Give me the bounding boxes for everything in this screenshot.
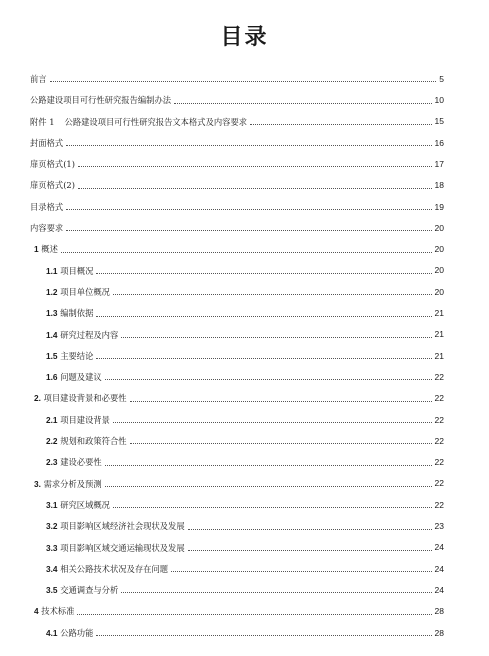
dot-leader [66, 230, 431, 231]
toc-entry[interactable] [30, 232, 444, 253]
toc-page-number: 20 [434, 265, 444, 276]
toc-entry-text: 主要结论 [60, 350, 94, 361]
dot-leader [121, 337, 431, 338]
toc-entry[interactable] [30, 488, 444, 509]
toc-entry-text: 研究区域概况 [60, 499, 110, 510]
toc-page-number: 5 [439, 73, 444, 84]
toc-entry-text: 扉页格式(1) [30, 159, 75, 170]
toc-page-number: 21 [434, 350, 444, 361]
toc-entry-label [34, 245, 58, 253]
toc-entry-label [30, 203, 63, 211]
toc-entry-label [46, 352, 93, 360]
toc-entry-number: 4 [34, 606, 39, 617]
toc-entry-number: 1.2 [46, 286, 58, 297]
dot-leader [77, 614, 431, 615]
toc-entry-text: 公路功能 [60, 627, 94, 638]
toc-page-number: 15 [434, 116, 444, 127]
toc-entry-label [46, 416, 110, 424]
toc-entry[interactable] [30, 360, 444, 381]
dot-leader [121, 592, 431, 593]
toc-entry-text: 建设必要性 [60, 457, 102, 468]
toc-entry-label [30, 75, 47, 83]
toc-page-number: 22 [434, 393, 444, 404]
toc-entry[interactable] [30, 445, 444, 466]
toc-entry-label [46, 458, 102, 466]
toc-entry-text: 相关公路技术状况及存在问题 [60, 563, 169, 574]
dot-leader [250, 124, 431, 125]
toc-entry[interactable] [30, 62, 444, 83]
toc-entry[interactable] [30, 147, 444, 168]
toc-page-number: 20 [434, 244, 444, 255]
toc-entry-text: 项目影响区域经济社会现状及发展 [60, 521, 185, 532]
toc-entry-text: 项目概况 [60, 265, 94, 276]
toc-entry[interactable] [30, 339, 444, 360]
toc-page-number: 28 [434, 627, 444, 638]
toc-entry-number: 附件 1 [30, 116, 55, 127]
toc-entry-label [46, 501, 110, 509]
toc-page-number: 22 [434, 457, 444, 468]
toc-page-number: 22 [434, 371, 444, 382]
toc-entry-number: 1.6 [46, 372, 58, 383]
toc-entry-text: 概述 [41, 244, 58, 255]
toc-entry-label [46, 629, 93, 637]
toc-page-number: 22 [434, 478, 444, 489]
dot-leader [113, 294, 432, 295]
toc-entry-number: 3.3 [46, 542, 58, 553]
toc-entry-label [34, 480, 102, 488]
dot-leader [113, 422, 432, 423]
toc-entry-text: 交通调查与分析 [60, 585, 119, 596]
toc-entry-label [46, 586, 118, 594]
toc-entry[interactable] [30, 83, 444, 104]
toc-entry[interactable] [30, 573, 444, 594]
toc-entry-text: 技术标准 [41, 606, 75, 617]
toc-entry-text: 规划和政策符合性 [60, 436, 127, 447]
dot-leader [50, 81, 437, 82]
toc-page-number: 24 [434, 584, 444, 595]
dot-leader [61, 252, 432, 253]
toc-entry[interactable] [30, 126, 444, 147]
toc-entry[interactable] [30, 467, 444, 488]
toc-entry[interactable] [30, 616, 444, 637]
toc-page-number: 16 [434, 137, 444, 148]
toc-page-number: 19 [434, 201, 444, 212]
toc-entry-number: 1.4 [46, 329, 58, 340]
page-title: 目录 [220, 25, 269, 50]
toc-entry-label [46, 267, 93, 275]
dot-leader [105, 465, 432, 466]
toc-entry-label [46, 544, 185, 552]
dot-leader [96, 316, 431, 317]
toc-page-number: 24 [434, 563, 444, 574]
toc-entry[interactable] [30, 424, 444, 445]
toc-entry-text: 项目建设背景和必要性 [43, 393, 127, 404]
toc-entry-text: 问题及建议 [60, 372, 102, 383]
toc-entry-label [30, 118, 247, 126]
toc-entry-text: 项目单位概况 [60, 286, 110, 297]
toc-page-number: 21 [434, 308, 444, 319]
dot-leader [174, 103, 431, 104]
toc-entry[interactable] [30, 403, 444, 424]
toc-entry[interactable] [30, 275, 444, 296]
toc-entry-number: 3.2 [46, 521, 58, 532]
toc-entry-number: 2.1 [46, 414, 58, 425]
toc-page-number: 21 [434, 329, 444, 340]
toc-entry-number: 2. [34, 393, 41, 404]
dot-leader [188, 529, 432, 530]
toc-entry-label [46, 565, 168, 573]
dot-leader [130, 401, 432, 402]
toc-entry[interactable] [30, 296, 444, 317]
dot-leader [96, 635, 431, 636]
toc-entry-number: 3.4 [46, 563, 58, 574]
toc-entry-text: 研究过程及内容 [60, 329, 119, 340]
toc-page-number: 18 [434, 180, 444, 191]
toc-entry-label [46, 331, 118, 339]
toc-page-number: 28 [434, 606, 444, 617]
toc-entry-label [46, 373, 102, 381]
toc-entry-label [30, 139, 63, 147]
toc-page-number: 20 [434, 286, 444, 297]
toc-entry-label [34, 607, 74, 615]
toc-entry[interactable] [30, 168, 444, 189]
dot-leader [78, 188, 432, 189]
toc-page-number: 17 [434, 158, 444, 169]
toc-page-number: 23 [434, 521, 444, 532]
toc-entry-text: 项目建设背景 [60, 414, 110, 425]
dot-leader [78, 166, 432, 167]
toc-entry-label [46, 309, 93, 317]
toc-entry-number: 2.2 [46, 436, 58, 447]
toc-page-number: 10 [434, 95, 444, 106]
toc-entry-text: 需求分析及预测 [43, 478, 102, 489]
toc-entry-text: 公路建设项目可行性研究报告编制办法 [30, 95, 172, 106]
toc-entry-label [30, 96, 171, 104]
toc-entry-text: 内容要求 [30, 223, 64, 234]
toc-entry-label [30, 181, 75, 189]
toc-page-number: 22 [434, 499, 444, 510]
toc-entry[interactable] [30, 552, 444, 573]
toc-entry[interactable] [30, 105, 444, 126]
toc-entry-text: 编制依据 [60, 308, 94, 319]
toc-entry-number: 1 [34, 244, 39, 255]
toc-entry[interactable] [30, 381, 444, 402]
toc-entry-text: 目录格式 [30, 201, 64, 212]
toc-entry[interactable] [30, 318, 444, 339]
toc-entry-label [46, 288, 110, 296]
toc-page-number: 24 [434, 542, 444, 553]
toc-entry-text: 公路建设项目可行性研究报告文本格式及内容要求 [64, 116, 248, 127]
toc-entry[interactable] [30, 509, 444, 530]
toc-entry[interactable] [30, 190, 444, 211]
toc-entry[interactable] [30, 254, 444, 275]
toc-entry-number: 1.3 [46, 308, 58, 319]
toc-entry-number: 3.5 [46, 585, 58, 596]
toc-entry-text: 项目影响区域交通运输现状及发展 [60, 542, 185, 553]
toc-entry-text: 扉页格式(2) [30, 180, 75, 191]
toc-entry-number: 1.1 [46, 265, 58, 276]
dot-leader [171, 571, 431, 572]
dot-leader [96, 358, 431, 359]
toc-entry-text: 前言 [30, 74, 47, 84]
dot-leader [105, 379, 432, 380]
toc-entry[interactable] [30, 531, 444, 552]
dot-leader [66, 209, 431, 210]
toc-entry-label [46, 437, 127, 445]
toc-entry[interactable] [30, 594, 444, 615]
toc-page-number: 20 [434, 222, 444, 233]
toc-entry-number: 3.1 [46, 499, 58, 510]
dot-leader [188, 550, 432, 551]
toc-entry-number: 3. [34, 478, 41, 489]
toc-entry-text: 封面格式 [30, 137, 64, 148]
toc-entry-label [46, 522, 185, 530]
toc-entry-number: 4.1 [46, 627, 58, 638]
toc-entry[interactable] [30, 211, 444, 232]
toc-entry-label [30, 224, 63, 232]
toc-entry-number: 1.5 [46, 350, 58, 361]
dot-leader [96, 273, 431, 274]
toc-entry-label [30, 160, 75, 168]
toc-page-number: 22 [434, 435, 444, 446]
dot-leader [113, 507, 432, 508]
toc-page-number: 22 [434, 414, 444, 425]
toc-entry-number: 2.3 [46, 457, 58, 468]
dot-leader [66, 145, 431, 146]
dot-leader [105, 486, 432, 487]
dot-leader [130, 443, 432, 444]
table-of-contents [30, 62, 444, 637]
toc-entry-label [34, 394, 127, 402]
